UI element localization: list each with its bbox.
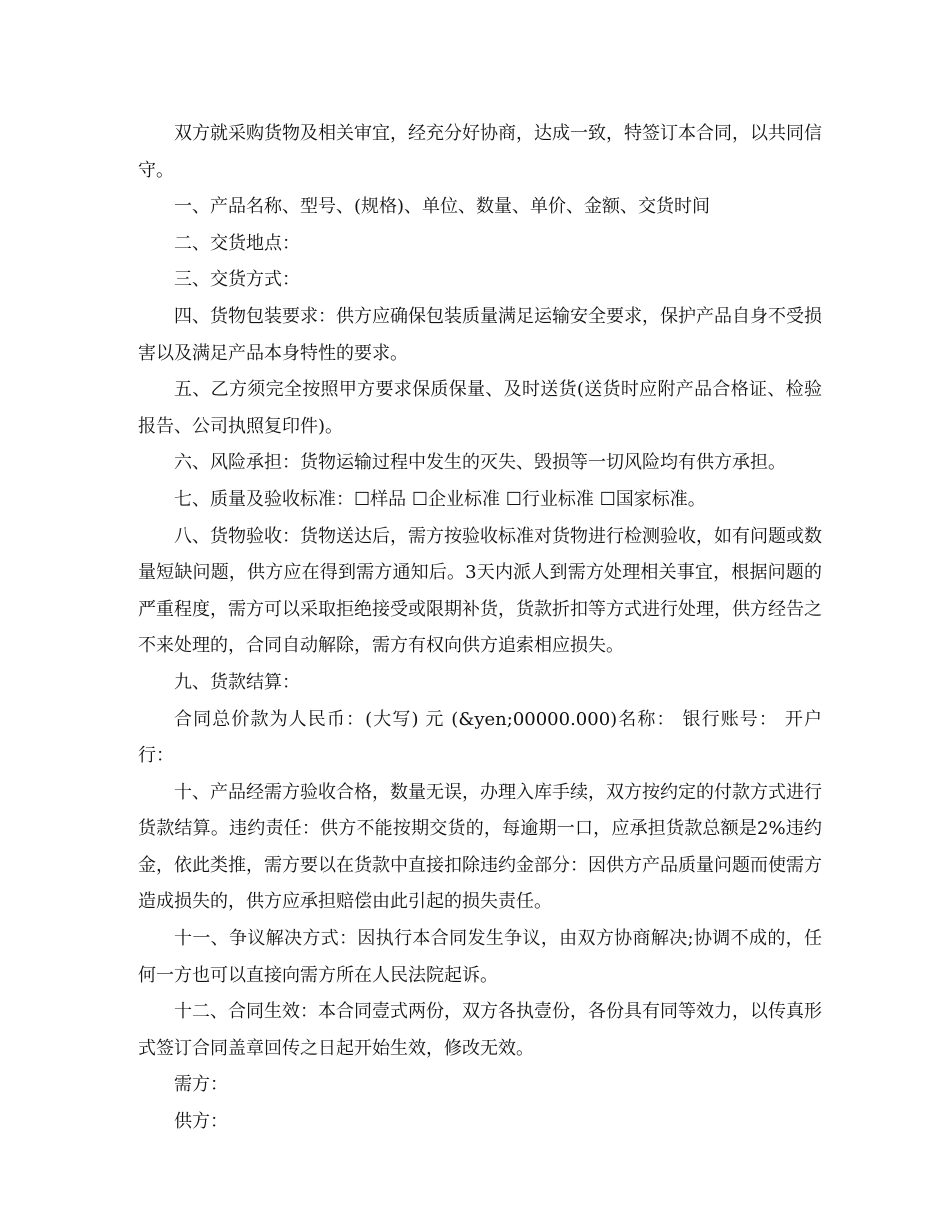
paragraph-payment-details: 合同总价款为人民币：(大写) 元 (&yen;00000.000)名称： 银行账号： 开户行： xyxy=(138,708,822,767)
paragraph-buyer: 需方： xyxy=(174,1074,228,1096)
paragraph-quality-standards: 七、质量及验收标准：☐样品 ☐企业标准 ☐行业标准 ☐国家标准。 xyxy=(174,488,706,510)
paragraph-packaging: 四、货物包装要求：供方应确保包装质量满足运输安全要求，保护产品自身不受损害以及满足产品本身特性的要求。 xyxy=(138,305,822,364)
paragraph-intro: 双方就采购货物及相关审宜，经充分好协商，达成一致，特签订本合同，以共同信守。 xyxy=(138,123,822,181)
contract-body xyxy=(138,116,822,1141)
paragraph-product-info: 一、产品名称、型号、(规格)、单位、数量、单价、金额、交货时间 xyxy=(174,196,711,218)
paragraph-delivery-location: 二、交货地点： xyxy=(174,232,300,254)
paragraph-settlement-liability: 十、产品经需方验收合格，数量无误，办理入库手续，双方按约定的付款方式进行货款结算。违约责任：供方不能按期交货的，每逾期一口，应承担货款总额是2%违约金，依此类推，需方要以在货款中直接扣除违约金部分：因供方产品质量问题而使需方造成损失的，供方应承担赔偿由此引起的损失责任。 xyxy=(138,781,822,913)
paragraph-dispute: 十一、争议解决方式：因执行本合同发生争议，由双方协商解决;协调不成的，任何一方也可以直接向需方所在人民法院起诉。 xyxy=(138,928,822,986)
paragraph-acceptance: 八、货物验收：货物送达后，需方按验收标准对货物进行检测验收，如有问题或数量短缺问题，供方应在得到需方通知后。3天内派人到需方处理相关事宜，根据问题的严重程度，需方可以采取拒绝接受或限期补货，货款折扣等方式进行处理，供方经告之不来处理的，合同自动解除，需方有权向供方追索相应损失。 xyxy=(138,525,822,657)
paragraph-delivery-method: 三、交货方式： xyxy=(174,269,300,291)
paragraph-effectiveness: 十二、合同生效：本合同壹式两份，双方各执壹份，各份具有同等效力，以传真形式签订合同盖章回传之日起开始生效，修改无效。 xyxy=(138,1001,822,1059)
paragraph-shipping-requirements: 五、乙方须完全按照甲方要求保质保量、及时送货(送货时应附产品合格证、检验报告、公司执照复印件)。 xyxy=(138,379,822,437)
paragraph-supplier: 供方： xyxy=(174,1111,228,1133)
paragraph-payment-heading: 九、货款结算： xyxy=(174,671,300,693)
paragraph-risk: 六、风险承担：货物运输过程中发生的灭失、毁损等一切风险均有供方承担。 xyxy=(174,452,786,474)
